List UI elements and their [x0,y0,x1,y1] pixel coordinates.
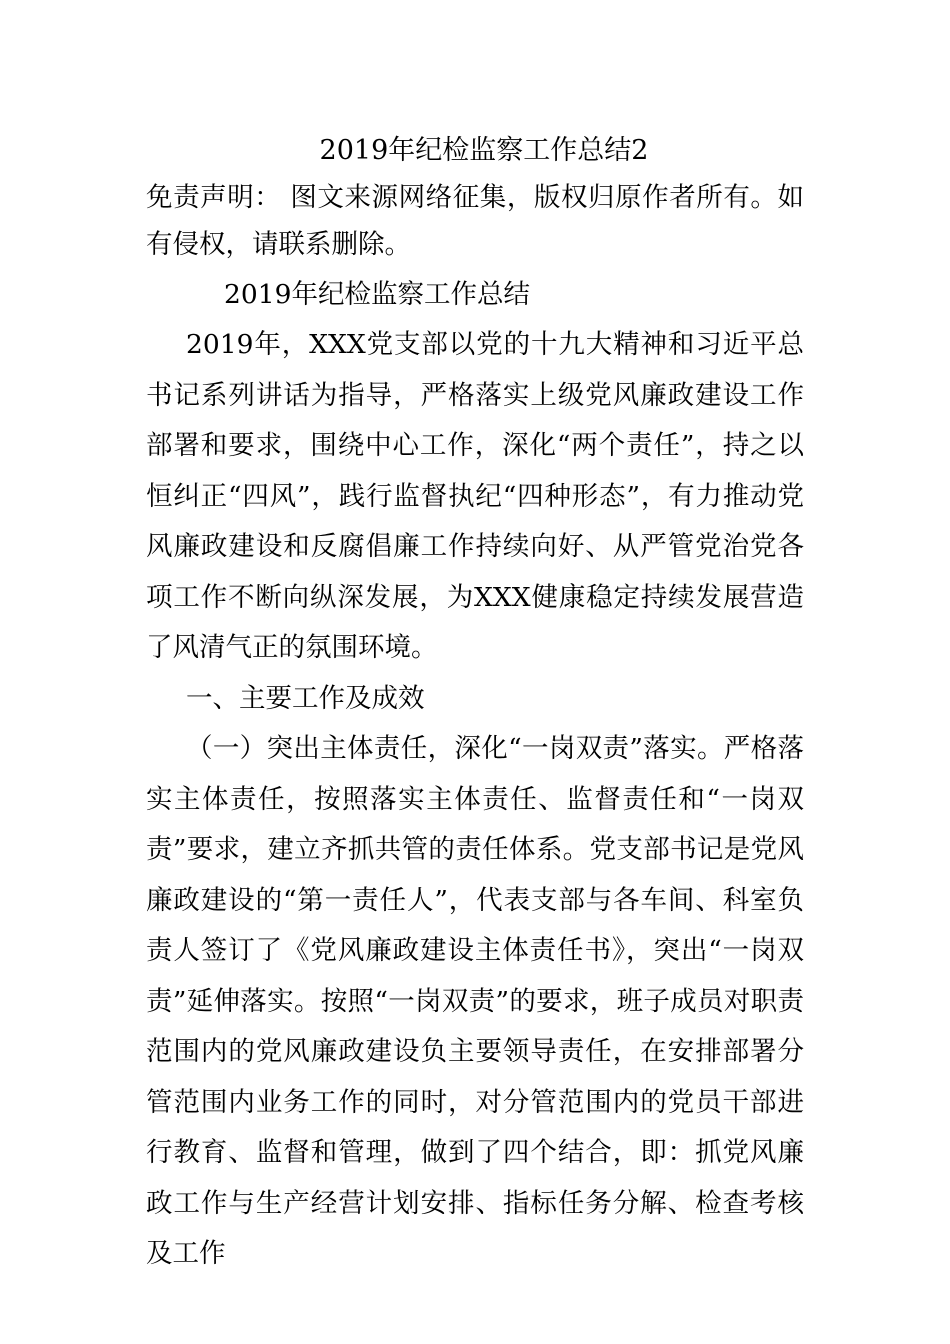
document-subtitle: 2019年纪检监察工作总结 [224,279,530,310]
section-heading: 一、主要工作及成效 [186,682,425,714]
document-title: 2019年纪检监察工作总结2 [319,135,649,166]
body-paragraph: （一）突出主体责任，深化“一岗双责”落实。严格落实主体责任，按照落实主体责任、监督责任和“一岗双责”要求，建立齐抓共管的责任体系。党支部书记是党风廉政建设的“第一责任人”，代表支部与各车间、科室负责人签订了《党风廉政建设主体责任书》，突出“一岗双责”延伸落实。按照“一岗双责”的要求，班子成员对职责范围内的党风廉政建设负主要领导责任，在安排部署分管范围内业务工作的同时，对分管范围内的党员干部进行教育、监督和管理，做到了四个结合，即：抓党风廉政工作与生产经营计划安排、指标任务分解、检查考核及工作 [146,733,804,1269]
disclaimer-text: 免责声明： 图文来源网络征集，版权归原作者所有。如有侵权，请联系删除。 [146,182,804,260]
intro-paragraph: 2019年，XXX党支部以党的十九大精神和习近平总书记系列讲话为指导，严格落实上级党风廉政建设工作部署和要求，围绕中心工作，深化“两个责任”，持之以恒纠正“四风”，践行监督执纪“四种形态”，有力推动党风廉政建设和反腐倡廉工作持续向好、从严管党治党各项工作不断向纵深发展，为XXX健康稳定持续发展营造了风清气正的氛围环境。 [146,329,804,663]
